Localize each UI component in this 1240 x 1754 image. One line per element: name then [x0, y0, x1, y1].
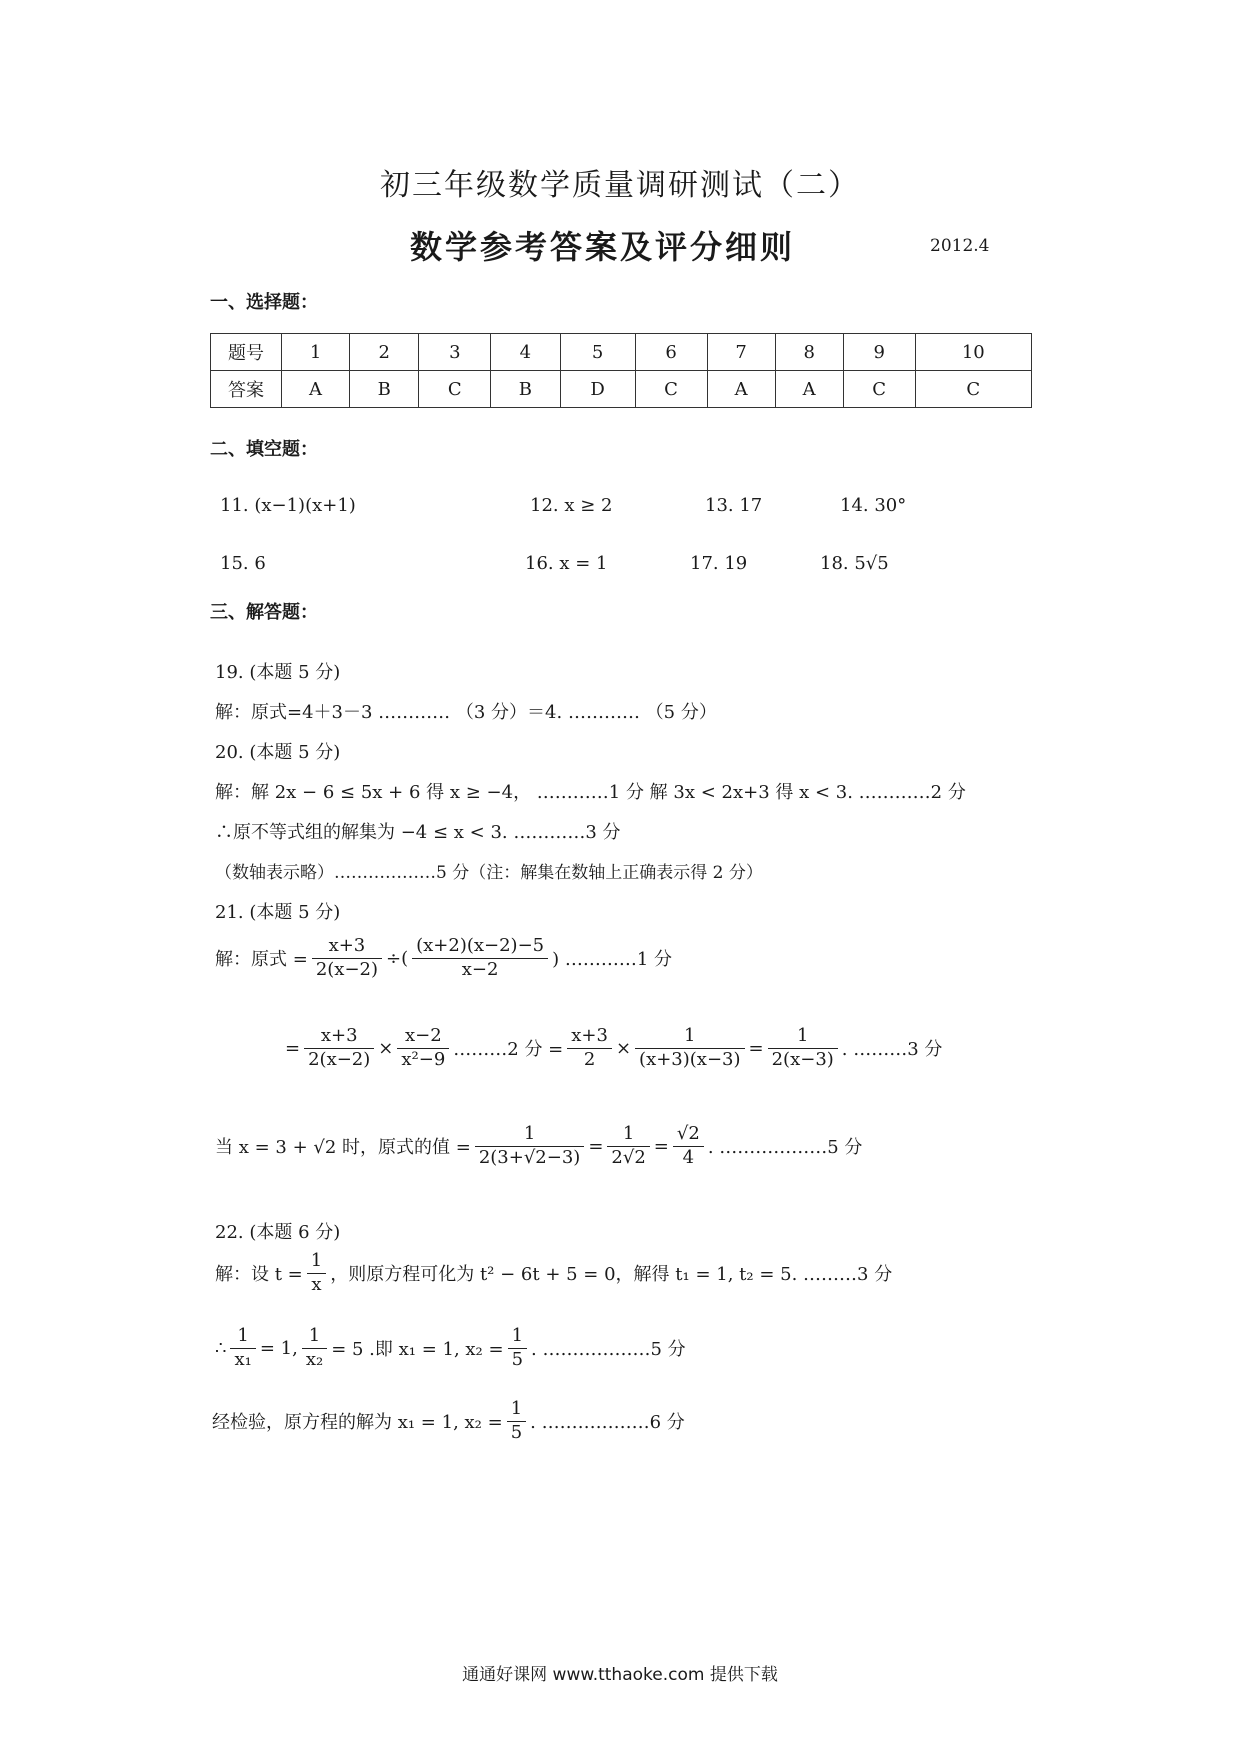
text: 解：原式 =	[215, 949, 308, 970]
q22-step1	[215, 1250, 892, 1296]
fill-answer-16: 16. x = 1	[525, 553, 608, 574]
table-cell: 9	[843, 334, 915, 371]
q20-note: （数轴表示略）………………5 分（注：解集在数轴上正确表示得 2 分）	[215, 863, 763, 883]
table-cell: 8	[775, 334, 843, 371]
table-cell: C	[915, 371, 1031, 408]
text: ………2 分 =	[453, 1039, 564, 1060]
fraction	[673, 1123, 704, 1169]
table-cell: 10	[915, 334, 1031, 371]
table-cell: 1	[282, 334, 350, 371]
fill-answer-11: 11. (x−1)(x+1)	[220, 495, 356, 516]
fill-answer-13: 13. 17	[705, 495, 763, 516]
text: ) …………1 分	[552, 949, 673, 970]
text: 经检验，原方程的解为 x₁ = 1, x₂ =	[212, 1412, 503, 1433]
numerator: 1	[475, 1123, 585, 1147]
text: =	[285, 1037, 301, 1059]
denominator: 2(x−2)	[315, 958, 378, 980]
text: =	[588, 1135, 604, 1157]
q20-step1: 解：解 2x − 6 ≤ 5x + 6 得 x ≥ −4， …………1 分 解 3x < 2x+3 得 x < 3. …………2 分	[215, 782, 966, 803]
denominator: 2(x−2)	[308, 1048, 371, 1070]
text: . ………………5 分	[707, 1137, 863, 1158]
numerator: 1	[230, 1325, 255, 1349]
numerator: x+3	[312, 935, 382, 959]
text: ×	[378, 1037, 394, 1059]
denominator: 2	[583, 1048, 596, 1070]
fill-answer-14: 14. 30°	[840, 495, 907, 516]
numerator: 1	[635, 1025, 744, 1049]
text: ×	[615, 1037, 632, 1059]
q20-step2: ∴原不等式组的解集为 −4 ≤ x < 3. …………3 分	[215, 822, 621, 843]
table-cell: A	[282, 371, 350, 408]
text: =	[653, 1135, 669, 1157]
fraction	[567, 1025, 612, 1071]
denominator: 4	[682, 1146, 695, 1168]
q19-title: 19. (本题 5 分)	[215, 662, 341, 683]
q21-step2	[285, 1025, 942, 1071]
numerator: 1	[507, 1398, 526, 1422]
q21-title: 21. (本题 5 分)	[215, 902, 341, 923]
table-cell: 2	[350, 334, 419, 371]
answer-key-title: 数学参考答案及评分细则	[410, 228, 796, 266]
fraction	[230, 1325, 255, 1371]
text: = 1,	[259, 1337, 298, 1359]
numerator: x−2	[397, 1025, 449, 1049]
fraction	[302, 1325, 327, 1371]
q19-solution: 解：原式=4＋3－3 ………… （3 分）＝4. ………… （5 分）	[215, 702, 717, 723]
q22-step2	[215, 1325, 686, 1371]
denominator: (x+3)(x−3)	[639, 1048, 741, 1070]
table-cell: 6	[635, 334, 707, 371]
row-label-number: 题号	[211, 334, 282, 371]
fraction	[475, 1123, 585, 1169]
denominator: 5	[511, 1348, 524, 1370]
fraction	[508, 1325, 527, 1371]
fraction	[607, 1123, 649, 1169]
numerator: 1	[307, 1250, 326, 1274]
date-label: 2012.4	[930, 236, 990, 256]
text: . ………3 分	[841, 1039, 943, 1060]
text: . ………………5 分	[531, 1339, 686, 1360]
table-cell: 4	[491, 334, 560, 371]
numerator: x+3	[567, 1025, 612, 1049]
denominator: x−2	[461, 958, 499, 980]
table-cell: 5	[560, 334, 635, 371]
denominator: x₁	[234, 1348, 252, 1370]
text: =	[748, 1037, 764, 1059]
exam-title: 初三年级数学质量调研测试（二）	[380, 168, 860, 203]
table-cell: A	[707, 371, 775, 408]
fill-answer-12: 12. x ≥ 2	[530, 495, 613, 516]
fraction	[307, 1250, 326, 1296]
fill-answer-18: 18. 5√5	[820, 553, 889, 574]
denominator: 5	[510, 1421, 523, 1443]
text: ∴	[215, 1337, 227, 1359]
table-cell: B	[491, 371, 560, 408]
numerator: x+3	[304, 1025, 374, 1049]
denominator: x²−9	[401, 1048, 446, 1070]
text: . ………………6 分	[530, 1412, 685, 1433]
table-cell: C	[843, 371, 915, 408]
numerator: 1	[302, 1325, 327, 1349]
section-fill-heading: 二、填空题：	[210, 439, 318, 460]
numerator: (x+2)(x−2)−5	[412, 935, 548, 959]
numerator: 1	[768, 1025, 838, 1049]
q22-step3	[212, 1398, 685, 1444]
fill-answer-17: 17. 19	[690, 553, 748, 574]
table-cell: A	[775, 371, 843, 408]
table-cell: B	[350, 371, 419, 408]
text: = 5 .即 x₁ = 1, x₂ =	[331, 1339, 504, 1360]
fraction	[304, 1025, 374, 1071]
fraction	[507, 1398, 526, 1444]
denominator: 2√2	[611, 1146, 646, 1168]
numerator: 1	[607, 1123, 649, 1147]
table-cell: C	[635, 371, 707, 408]
denominator: x₂	[305, 1348, 324, 1370]
section-solve-heading: 三、解答题：	[210, 602, 318, 623]
text: ，则原方程可化为 t² − 6t + 5 = 0，解得 t₁ = 1, t₂ = 5. ………3 分	[330, 1264, 893, 1285]
row-label-answer: 答案	[211, 371, 282, 408]
text: 解：设 t =	[215, 1264, 303, 1285]
fraction	[768, 1025, 838, 1071]
text: ÷(	[386, 947, 409, 969]
choice-answer-table	[210, 333, 1032, 408]
footer-watermark: 通通好课网 www.tthaoke.com 提供下载	[462, 1665, 778, 1685]
section-choice-heading: 一、选择题：	[210, 292, 318, 313]
q21-step1	[215, 935, 672, 981]
table-cell: 7	[707, 334, 775, 371]
numerator: √2	[673, 1123, 704, 1147]
fraction	[635, 1025, 744, 1071]
fraction	[397, 1025, 449, 1071]
table-row-numbers	[211, 334, 1032, 371]
q21-step3	[215, 1123, 862, 1169]
table-row-answers	[211, 371, 1032, 408]
table-cell: 3	[419, 334, 491, 371]
q22-title: 22. (本题 6 分)	[215, 1222, 341, 1243]
fraction	[312, 935, 382, 981]
numerator: 1	[508, 1325, 527, 1349]
table-cell: C	[419, 371, 491, 408]
denominator: x	[311, 1273, 322, 1295]
text: 当 x = 3 + √2 时，原式的值 =	[215, 1137, 471, 1158]
denominator: 2(3+√2−3)	[478, 1146, 581, 1168]
fraction	[412, 935, 548, 981]
fill-answer-15: 15. 6	[220, 553, 266, 574]
q20-title: 20. (本题 5 分)	[215, 742, 341, 763]
table-cell: D	[560, 371, 635, 408]
denominator: 2(x−3)	[771, 1048, 834, 1070]
